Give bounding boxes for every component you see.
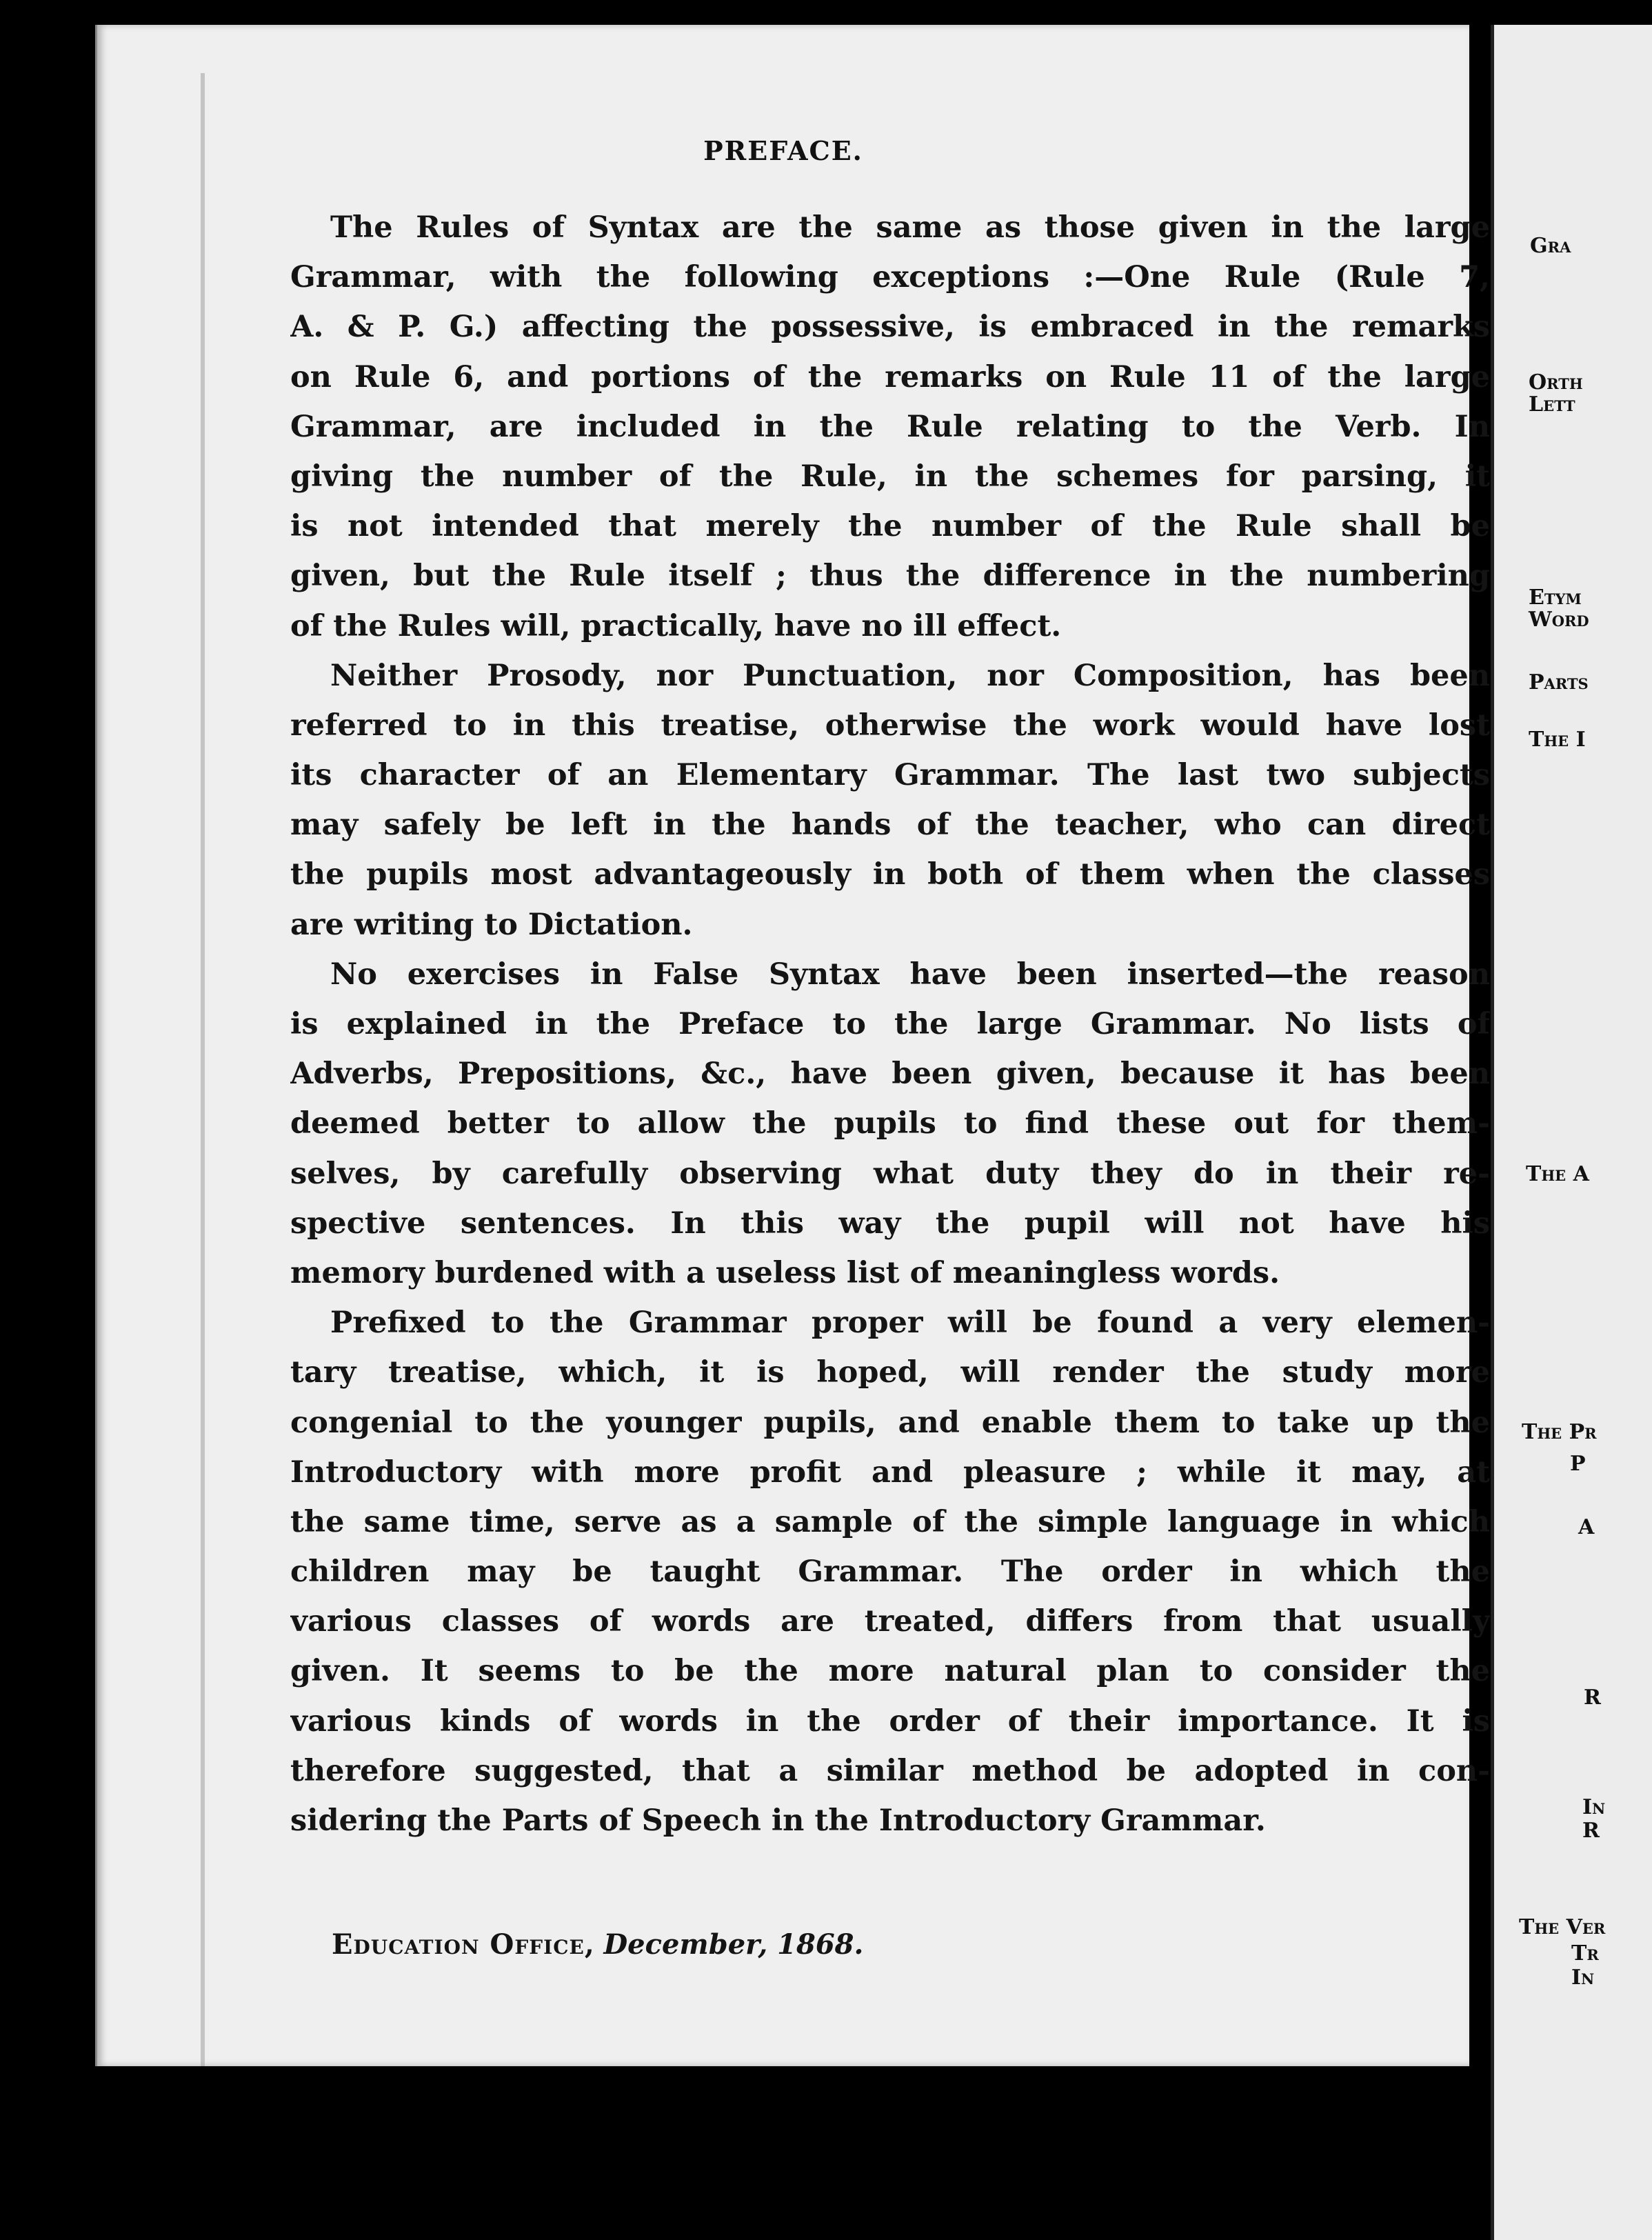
facing-page-text: Gra [1530, 234, 1571, 258]
text-line: A. & P. G.) affecting the possessive, is embraced in the remarks [290, 310, 1490, 345]
text-line: the pupils most advantageously in both of them when the classes [290, 857, 1490, 892]
facing-page-text: In [1571, 1966, 1595, 1990]
text-line: Neither Prosody, nor Punctuation, nor Composition, has been [330, 658, 1490, 693]
text-line: given. It seems to be the more natural plan to consider the [290, 1654, 1490, 1689]
facing-page-text: The A [1526, 1162, 1589, 1186]
text-line: memory burdened with a useless list of meaningless words. [290, 1255, 1280, 1290]
text-line: the same time, serve as a sample of the simple language in which [290, 1504, 1490, 1539]
text-line: sidering the Parts of Speech in the Introductory Grammar. [290, 1803, 1266, 1838]
facing-page-text: A [1578, 1515, 1595, 1539]
text-line: spective sentences. In this way the pupil will not have his [290, 1206, 1490, 1241]
text-line: The Rules of Syntax are the same as those given in the large [330, 210, 1490, 245]
facing-page-text: Lett [1529, 392, 1575, 417]
signature-line [332, 1928, 863, 1961]
page-title: PREFACE. [703, 135, 863, 166]
text-line: Prefixed to the Grammar proper will be found a very elemen- [330, 1306, 1490, 1341]
text-line: therefore suggested, that a similar method be adopted in con- [290, 1753, 1490, 1788]
facing-page-text: Etym [1529, 586, 1582, 610]
text-line: selves, by carefully observing what duty they do in their re- [290, 1156, 1490, 1191]
text-line: may safely be left in the hands of the teacher, who can direct [290, 808, 1490, 843]
facing-page-text: The Pr [1522, 1420, 1597, 1444]
text-line: on Rule 6, and portions of the remarks on Rule 11 of the large [290, 359, 1490, 394]
text-line: tary treatise, which, it is hoped, will render the study more [290, 1355, 1490, 1390]
facing-page-text: The Ver [1519, 1915, 1606, 1939]
facing-page-text: In [1582, 1795, 1606, 1819]
text-line: Grammar, with the following exceptions :—One Rule (Rule 7, [290, 260, 1490, 295]
text-line: is not intended that merely the number of the Rule shall be [290, 509, 1490, 544]
text-line: children may be taught Grammar. The order in which the [290, 1554, 1490, 1590]
text-line: its character of an Elementary Grammar. The last two subjects [290, 758, 1490, 793]
text-line: deemed better to allow the pupils to find these out for them- [290, 1106, 1490, 1141]
paragraph [290, 651, 1490, 950]
paragraph [290, 1298, 1490, 1846]
scanned-page [95, 25, 1490, 2066]
facing-page-text: Tr [1571, 1941, 1599, 1966]
facing-page-text: Word [1529, 608, 1589, 632]
text-line: referred to in this treatise, otherwise the work would have lost [290, 708, 1490, 743]
facing-page-text: Parts [1529, 670, 1589, 694]
signature-date: December, 1868. [603, 1928, 864, 1961]
text-line: given, but the Rule itself ; thus the difference in the numbering [290, 559, 1490, 594]
preface-body [290, 203, 1490, 1846]
facing-page-fragment [1491, 25, 1652, 2240]
text-line: Introductory with more profit and pleasure ; while it may, at [290, 1454, 1490, 1490]
text-line: is explained in the Preface to the large Grammar. No lists of [290, 1007, 1490, 1041]
text-line: congenial to the younger pupils, and enable them to take up the [290, 1405, 1490, 1440]
text-line: of the Rules will, practically, have no ill effect. [290, 608, 1062, 643]
text-line: Adverbs, Prepositions, &c., have been given, because it has been [290, 1057, 1490, 1092]
facing-page-text: Orth [1529, 370, 1583, 394]
text-line: various kinds of words in the order of their importance. It is [290, 1703, 1490, 1739]
page-fold-shadow [201, 73, 205, 2066]
text-line: Grammar, are included in the Rule relating to the Verb. In [290, 409, 1490, 444]
text-line: No exercises in False Syntax have been inserted—the reason [330, 957, 1490, 992]
facing-page-text: The I [1529, 728, 1586, 752]
facing-page-text: R [1584, 1686, 1601, 1710]
signature-office: Education Office, [332, 1928, 595, 1961]
facing-page-text: P [1570, 1452, 1586, 1476]
text-line: various classes of words are treated, differs from that usually [290, 1604, 1490, 1639]
paragraph [290, 203, 1490, 651]
paragraph [290, 950, 1490, 1298]
text-line: are writing to Dictation. [290, 907, 693, 942]
facing-page-text: R [1582, 1819, 1600, 1843]
text-line: giving the number of the Rule, in the schemes for parsing, it [290, 459, 1490, 494]
